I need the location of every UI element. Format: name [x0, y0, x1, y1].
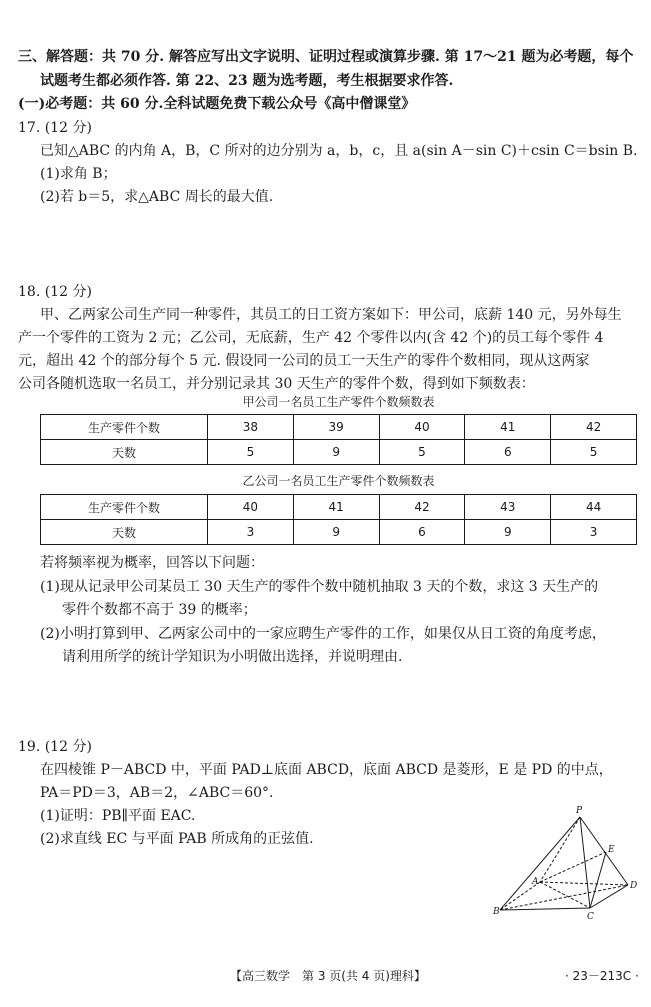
q18-part2-line1: (2)小明打算到甲、乙两家公司中的一家应聘生产零件的工作，如果仅从日工资的角度考虑， — [40, 626, 606, 642]
subsection-heading: (一)必考题：共 60 分.全科试题免费下载公众号《高中僧课堂》 — [18, 96, 416, 112]
table1 — [40, 414, 637, 465]
table-cell: 40 — [208, 495, 294, 520]
edge-BC — [500, 908, 590, 910]
edge-AD — [540, 882, 628, 885]
pyramid-figure — [480, 800, 650, 930]
table-cell: 9 — [293, 440, 379, 465]
table-cell: 42 — [551, 415, 637, 440]
table2 — [40, 494, 637, 545]
table-cell: 38 — [208, 415, 294, 440]
q17-part1: (1)求角 B； — [40, 166, 117, 182]
q18-after-table: 若将频率视为概率，回答以下问题： — [40, 555, 264, 571]
label-A: A — [532, 877, 539, 887]
table-cell: 43 — [465, 495, 551, 520]
table-row — [41, 495, 637, 520]
q19-stem-line2: PA＝PD＝3，AB＝2，∠ABC＝60°. — [40, 785, 274, 801]
q19-stem-line1: 在四棱锥 P－ABCD 中，平面 PAD⊥底面 ABCD，底面 ABCD 是菱形，E 是 PD 的中点， — [40, 762, 613, 778]
q18-stem-line2: 产一个零件的工资为 2 元；乙公司，无底薪，生产 42 个零件以内(含 42 个)的员工每个零件 4 — [18, 330, 604, 346]
table1-caption: 甲公司一名员工生产零件个数频数表 — [242, 395, 435, 409]
table-cell: 天数 — [41, 520, 208, 545]
edge-PA — [540, 817, 580, 882]
table-cell: 39 — [293, 415, 379, 440]
table-cell: 9 — [465, 520, 551, 545]
label-C: C — [587, 912, 594, 922]
table2-caption: 乙公司一名员工生产零件个数频数表 — [242, 474, 435, 488]
table-cell: 6 — [465, 440, 551, 465]
label-P: P — [576, 806, 583, 816]
label-B: B — [493, 907, 500, 917]
table-cell: 41 — [293, 495, 379, 520]
table-cell: 3 — [208, 520, 294, 545]
edge-AC — [540, 882, 590, 908]
table-cell: 3 — [551, 520, 637, 545]
table-cell: 41 — [465, 415, 551, 440]
q18-number: 18. (12 分) — [18, 284, 92, 300]
table-cell: 44 — [551, 495, 637, 520]
q19-part1: (1)证明：PB∥平面 EAC. — [40, 808, 196, 824]
table-cell: 40 — [379, 415, 465, 440]
q18-stem-line3: 元，超出 42 个的部分每个 5 元. 假设同一公司的员工一天生产的零件个数相同，现从这两家 — [18, 353, 590, 369]
edge-PD — [580, 817, 628, 885]
label-D: D — [630, 881, 638, 891]
edge-BD — [500, 885, 628, 910]
table-cell: 生产零件个数 — [41, 495, 208, 520]
table-cell: 生产零件个数 — [41, 415, 208, 440]
table-row — [41, 415, 637, 440]
q18-part1-line2: 零件个数都不高于 39 的概率； — [62, 602, 257, 618]
q17-number: 17. (12 分) — [18, 120, 92, 136]
q17-stem: 已知△ABC 的内角 A，B，C 所对的边分别为 a，b，c，且 a(sin A－sin C)＋csin C＝bsin B. — [40, 143, 638, 159]
q18-stem-line4: 公司各随机选取一名员工，并分别记录其 30 天生产的零件个数，得到如下频数表： — [18, 376, 535, 392]
q19-part2: (2)求直线 EC 与平面 PAB 所成角的正弦值. — [40, 831, 314, 847]
label-E: E — [608, 845, 615, 855]
table-cell: 42 — [379, 495, 465, 520]
footer-page-info: 【高三数学 第 3 页(共 4 页)理科】 — [230, 969, 426, 983]
table-cell: 5 — [551, 440, 637, 465]
table-cell: 天数 — [41, 440, 208, 465]
table-cell: 6 — [379, 520, 465, 545]
table-row — [41, 520, 637, 545]
section-heading: 三、解答题：共 70 分. 解答应写出文字说明、证明过程或演算步骤. 第 17～21 题为必考题，每个 — [18, 49, 634, 65]
table-row — [41, 440, 637, 465]
q18-part2-line2: 请利用所学的统计学知识为小明做出选择，并说明理由. — [62, 649, 403, 665]
table-cell: 5 — [379, 440, 465, 465]
table-cell: 9 — [293, 520, 379, 545]
table-cell: 5 — [208, 440, 294, 465]
section-heading-cont: 试题考生都必须作答. 第 22、23 题为选考题，考生根据要求作答. — [40, 73, 454, 89]
edge-AE — [540, 852, 606, 882]
q17-part2: (2)若 b＝5，求△ABC 周长的最大值. — [40, 189, 274, 205]
q19-number: 19. (12 分) — [18, 739, 92, 755]
q18-part1-line1: (1)现从记录甲公司某员工 30 天生产的零件个数中随机抽取 3 天的个数，求这 3 天生产的 — [40, 579, 599, 595]
q18-stem-line1: 甲、乙两家公司生产同一种零件，其员工的日工资方案如下：甲公司，底薪 140 元，另外每生 — [40, 307, 622, 323]
footer-code: · 23－213C · — [565, 969, 639, 983]
